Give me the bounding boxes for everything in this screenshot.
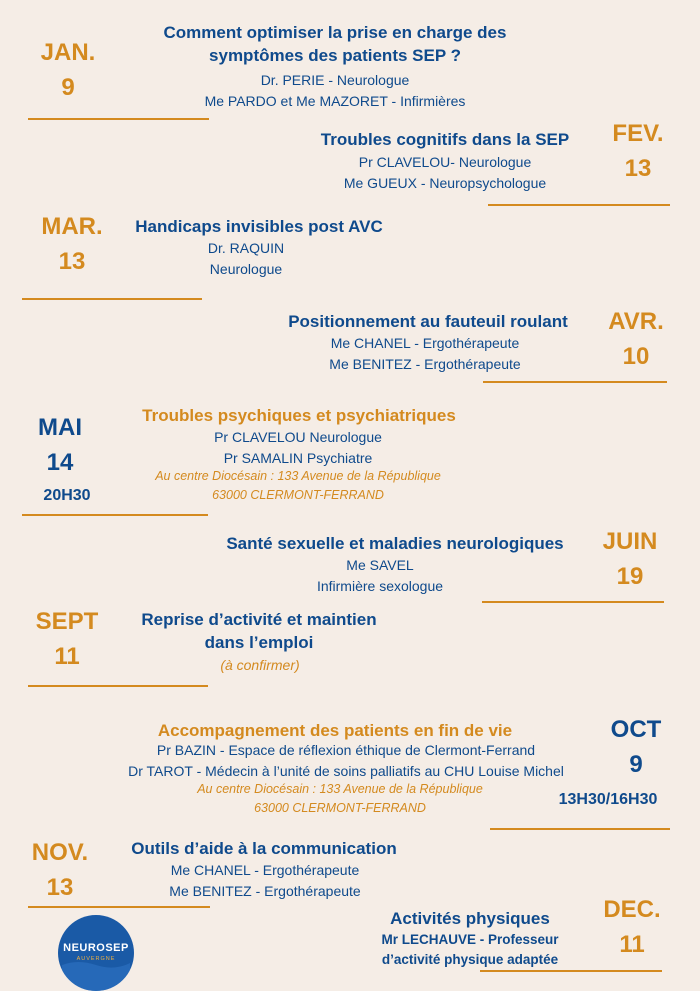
title-line: symptômes des patients SEP ? <box>209 45 461 65</box>
day-number: 11 <box>619 930 645 958</box>
status-note: (à confirmer) <box>220 657 300 673</box>
month-label <box>594 893 670 963</box>
month-name: MAR. <box>41 213 103 240</box>
speakers <box>96 740 596 782</box>
month-name: NOV. <box>31 839 89 866</box>
title-line: Troubles psychiques et psychiatriques <box>142 406 456 425</box>
divider <box>483 381 667 383</box>
month-name: FEV. <box>612 120 664 147</box>
event-title <box>108 405 490 428</box>
event-title <box>190 533 600 556</box>
venue-line: Au centre Diocésain : 133 Avenue de la République <box>197 782 483 796</box>
day-number: 13 <box>46 873 74 901</box>
month-name: SEPT <box>35 608 99 635</box>
venue-line: Au centre Diocésain : 133 Avenue de la République <box>155 469 441 483</box>
month-name: DEC. <box>603 896 661 923</box>
title-line: dans l’emploi <box>204 632 314 652</box>
speakers <box>300 333 550 375</box>
day-number: 19 <box>616 562 644 590</box>
divider <box>28 685 208 687</box>
event-title <box>110 22 560 68</box>
month-label <box>22 411 98 481</box>
title-line: Handicaps invisibles post AVC <box>135 217 383 236</box>
month-label <box>28 605 106 675</box>
venue <box>118 467 478 505</box>
speakers <box>140 860 390 902</box>
speaker-line: Me CHANEL - Ergothérapeute <box>330 335 520 351</box>
event-title <box>112 609 406 655</box>
day-number: 9 <box>629 750 643 778</box>
month-label <box>592 525 668 595</box>
month-name: JAN. <box>40 39 96 66</box>
divider <box>480 970 662 972</box>
title-line: Santé sexuelle et maladies neurologiques <box>226 534 564 553</box>
speakers <box>290 152 600 194</box>
divider <box>488 204 670 206</box>
title-line: Accompagnement des patients en fin de vie <box>157 721 513 740</box>
neurosep-logo <box>58 915 134 991</box>
divider <box>28 118 209 120</box>
speaker-line: Me CHANEL - Ergothérapeute <box>170 862 360 878</box>
speakers <box>300 555 460 597</box>
speaker-line: Neurologue <box>209 261 283 277</box>
month-name: OCT <box>610 716 662 743</box>
month-label <box>600 117 676 187</box>
speaker-line: Me BENITEZ - Ergothérapeute <box>169 883 361 899</box>
day-number: 11 <box>54 642 80 670</box>
month-label <box>34 210 110 280</box>
title-line: Activités physiques <box>390 909 550 928</box>
event-time: 13H30/16H30 <box>558 791 658 808</box>
speaker-line: Dr TAROT - Médecin à l’unité de soins palliatifs au CHU Louise Michel <box>128 763 564 779</box>
venue <box>160 780 520 818</box>
speaker-line: Pr CLAVELOU- Neurologue <box>358 154 532 170</box>
day-number: 13 <box>58 247 86 275</box>
venue <box>200 655 320 676</box>
speaker-line: Dr. PERIE - Neurologue <box>260 72 410 88</box>
title-line: Positionnement au fauteuil roulant <box>288 312 568 331</box>
speakers <box>196 238 296 280</box>
venue-line: 63000 CLERMONT-FERRAND <box>212 487 384 502</box>
title-line: Comment optimiser la prise en charge des <box>163 23 507 42</box>
speaker-line: Dr. RAQUIN <box>207 240 285 256</box>
event-title <box>290 129 600 152</box>
title-line: Outils d’aide à la communication <box>131 839 397 858</box>
speakers <box>110 70 560 112</box>
divider <box>28 906 210 908</box>
speaker-line: Me BENITEZ - Ergothérapeute <box>329 356 521 372</box>
event-title <box>118 216 400 239</box>
day-number: 10 <box>622 342 650 370</box>
speaker-line: d’activité physique adaptée <box>381 952 559 968</box>
divider <box>22 514 208 516</box>
event-time: 20H30 <box>43 487 91 504</box>
speaker-line: Me PARDO et Me MAZORET - Infirmières <box>204 93 466 109</box>
month-label <box>598 713 674 783</box>
month-name: AVR. <box>608 308 664 335</box>
speaker-line: Mr LECHAUVE - Professeur <box>381 932 559 947</box>
venue-line: 63000 CLERMONT-FERRAND <box>254 800 426 815</box>
event-title <box>258 311 598 334</box>
speaker-line: Me GUEUX - Neuropsychologue <box>343 175 547 191</box>
month-label <box>30 36 106 106</box>
speakers <box>170 427 426 469</box>
speaker-line: Infirmière sexologue <box>316 578 444 594</box>
divider <box>22 298 202 300</box>
speaker-line: Pr BAZIN - Espace de réflexion éthique de Clermont-Ferrand <box>156 742 536 758</box>
day-number: 13 <box>624 154 652 182</box>
month-name: MAI <box>38 414 82 441</box>
day-number: 9 <box>61 73 75 101</box>
speaker-line: Pr CLAVELOU Neurologue <box>214 429 382 445</box>
day-number: 14 <box>46 448 74 476</box>
speaker-line: Me SAVEL <box>346 557 414 573</box>
divider <box>490 828 670 830</box>
event-title <box>106 838 422 861</box>
title-line: Troubles cognitifs dans la SEP <box>320 130 570 149</box>
month-label <box>20 836 100 906</box>
speakers <box>340 930 600 971</box>
divider <box>482 601 664 603</box>
logo-subtext: AUVERGNE <box>76 956 116 962</box>
logo-text: NEUROSEP <box>63 942 129 954</box>
event-title <box>360 908 580 931</box>
month-label <box>598 305 674 375</box>
speaker-line: Pr SAMALIN Psychiatre <box>223 450 373 466</box>
title-line: Reprise d’activité et maintien <box>141 610 377 629</box>
month-name: JUIN <box>602 528 658 555</box>
